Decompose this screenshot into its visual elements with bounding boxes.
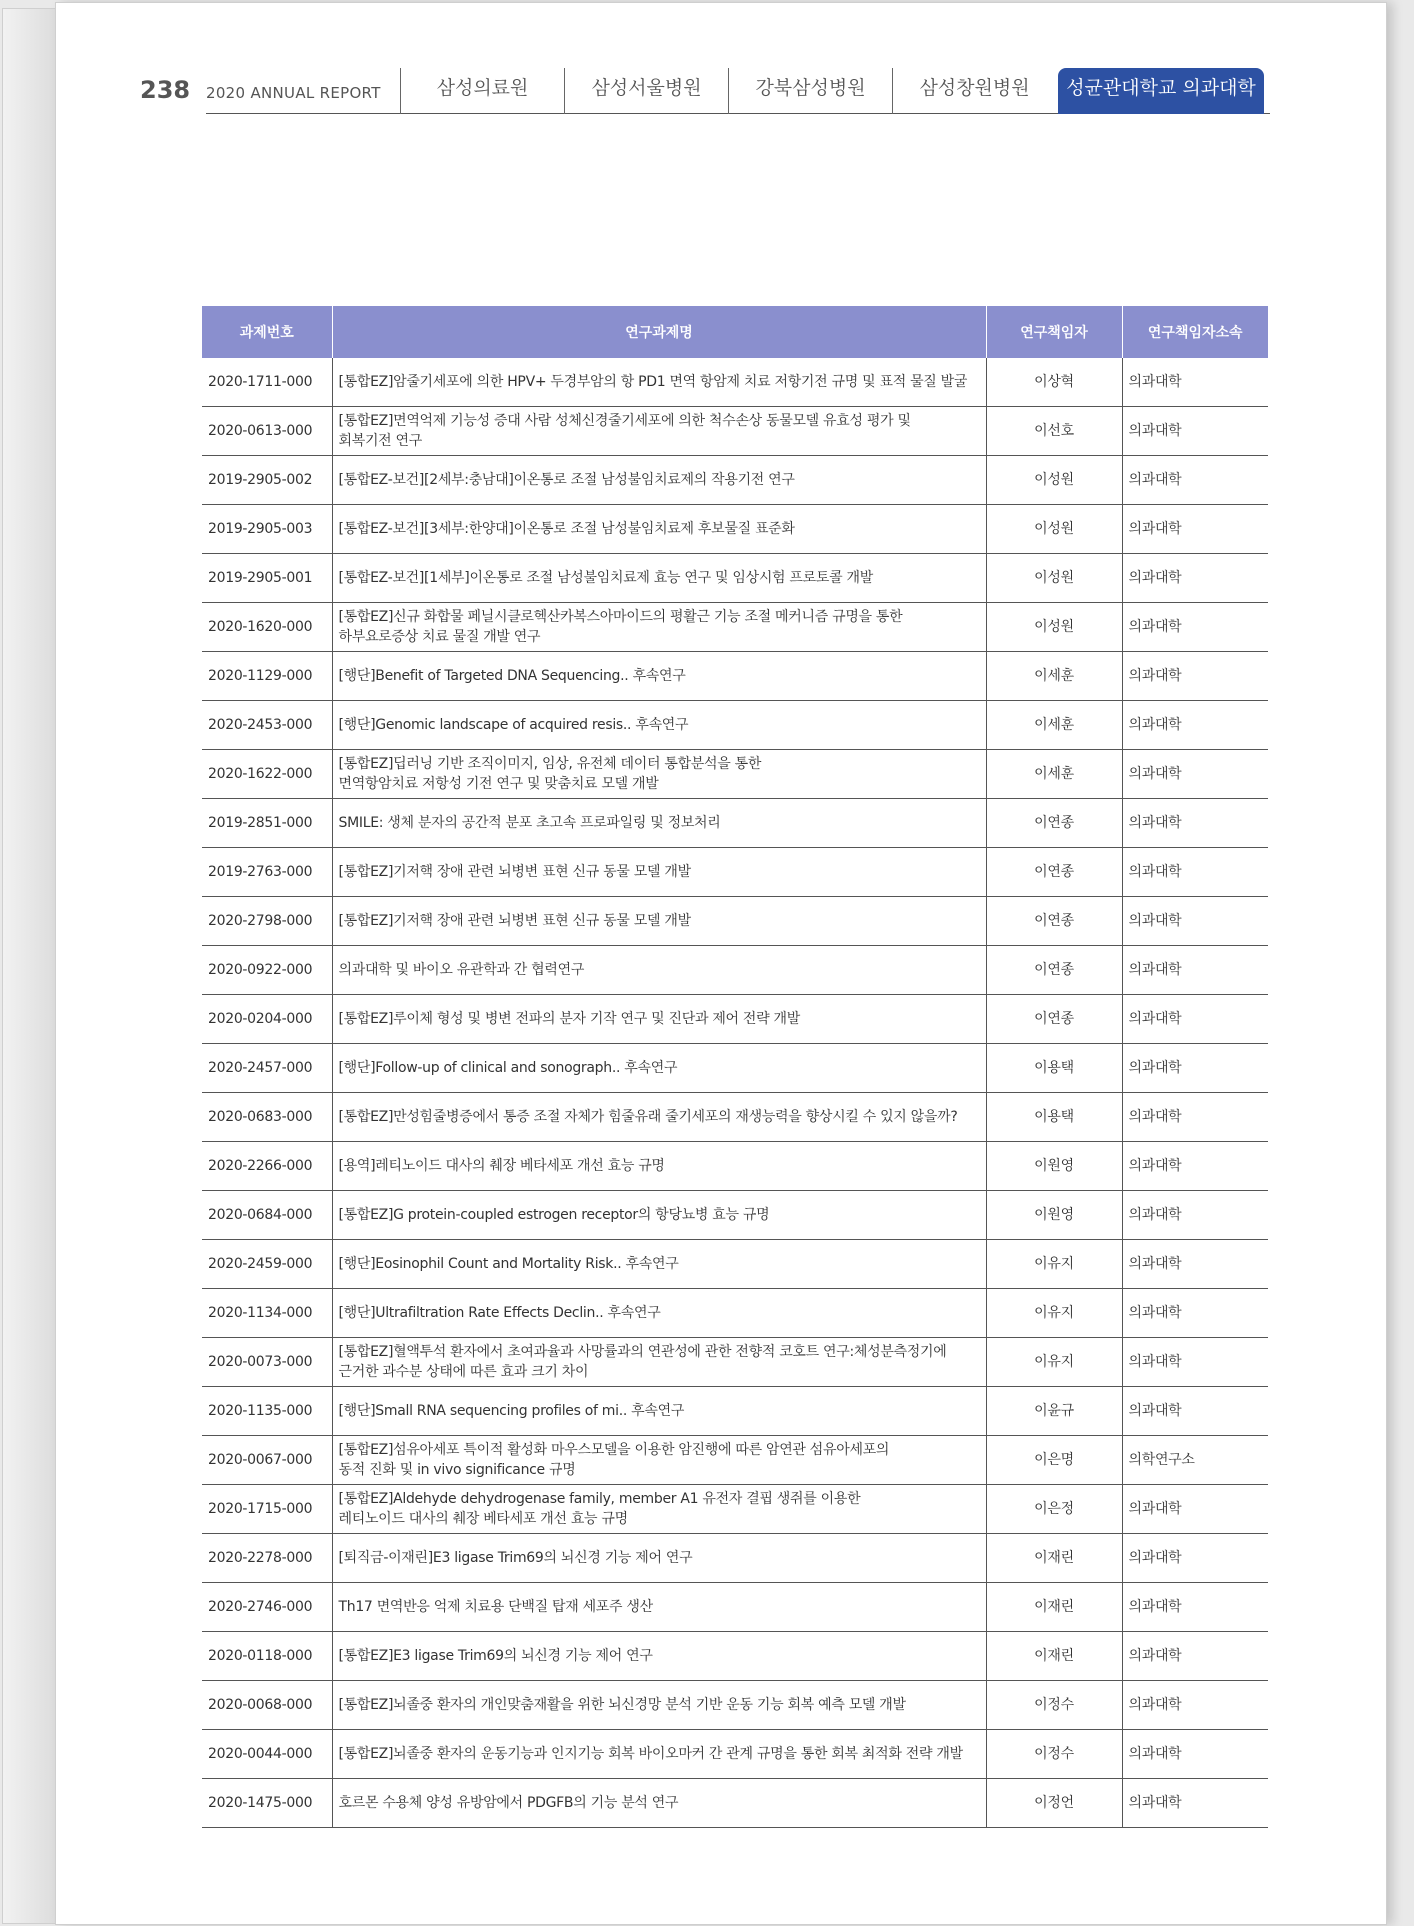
project-title-cell: [용역]레티노이드 대사의 췌장 베타세포 개선 효능 규명	[332, 1142, 986, 1191]
principal-investigator-cell: 이은명	[986, 1436, 1122, 1485]
affiliation-cell: 의과대학	[1122, 946, 1268, 995]
affiliation-cell: 의과대학	[1122, 750, 1268, 799]
project-number-cell: 2020-1475-000	[202, 1779, 332, 1828]
table-row	[202, 1681, 1268, 1730]
principal-investigator-cell: 이유지	[986, 1240, 1122, 1289]
table-row	[202, 750, 1268, 799]
principal-investigator-cell: 이연종	[986, 848, 1122, 897]
principal-investigator-cell: 이상혁	[986, 358, 1122, 407]
table-row	[202, 505, 1268, 554]
project-number-cell: 2019-2763-000	[202, 848, 332, 897]
affiliation-cell: 의과대학	[1122, 456, 1268, 505]
project-title-cell: [통합EZ]암줄기세포에 의한 HPV+ 두경부암의 항 PD1 면역 항암제 치료 저항기전 규명 및 표적 물질 발굴	[332, 358, 986, 407]
research-projects-table	[202, 306, 1268, 1828]
project-title-cell: [통합EZ]G protein-coupled estrogen receptor의 항당뇨병 효능 규명	[332, 1191, 986, 1240]
tab-section-3[interactable]: 삼성창원병원	[892, 68, 1056, 114]
table-row	[202, 799, 1268, 848]
principal-investigator-cell: 이재린	[986, 1583, 1122, 1632]
table-row	[202, 1436, 1268, 1485]
affiliation-cell: 의과대학	[1122, 848, 1268, 897]
project-number-cell: 2020-1715-000	[202, 1485, 332, 1534]
project-number-cell: 2020-0118-000	[202, 1632, 332, 1681]
principal-investigator-cell: 이용택	[986, 1044, 1122, 1093]
project-title-cell: [통합EZ-보건][1세부]이온통로 조절 남성불임치료제 효능 연구 및 임상시험 프로토콜 개발	[332, 554, 986, 603]
project-title-cell: [행단]Follow-up of clinical and sonograph.. 후속연구	[332, 1044, 986, 1093]
project-number-cell: 2020-0073-000	[202, 1338, 332, 1387]
project-title-cell: [통합EZ]뇌졸중 환자의 운동기능과 인지기능 회복 바이오마커 간 관계 규명을 통한 회복 최적화 전략 개발	[332, 1730, 986, 1779]
principal-investigator-cell: 이성원	[986, 554, 1122, 603]
table-row	[202, 1044, 1268, 1093]
project-number-cell: 2020-0613-000	[202, 407, 332, 456]
principal-investigator-cell: 이유지	[986, 1338, 1122, 1387]
project-number-cell: 2020-2453-000	[202, 701, 332, 750]
project-number-cell: 2020-0683-000	[202, 1093, 332, 1142]
project-number-cell: 2020-0068-000	[202, 1681, 332, 1730]
project-number-cell: 2020-1711-000	[202, 358, 332, 407]
project-number-cell: 2020-2459-000	[202, 1240, 332, 1289]
table-row	[202, 407, 1268, 456]
report-title: 2020 ANNUAL REPORT	[206, 84, 381, 102]
project-title-cell: [통합EZ]Aldehyde dehydrogenase family, member A1 유전자 결핍 생쥐를 이용한 레티노이드 대사의 췌장 베타세포 개선 효능 규명	[332, 1485, 986, 1534]
affiliation-cell: 의학연구소	[1122, 1436, 1268, 1485]
table-row	[202, 1632, 1268, 1681]
book-spine	[2, 8, 58, 1924]
affiliation-cell: 의과대학	[1122, 1142, 1268, 1191]
project-number-cell: 2020-0067-000	[202, 1436, 332, 1485]
page-header	[140, 68, 1270, 116]
principal-investigator-cell: 이성원	[986, 505, 1122, 554]
project-title-cell: [통합EZ]E3 ligase Trim69의 뇌신경 기능 제어 연구	[332, 1632, 986, 1681]
tab-section-2[interactable]: 강북삼성병원	[728, 68, 892, 114]
table-row	[202, 1779, 1268, 1828]
project-title-cell: [행단]Eosinophil Count and Mortality Risk.. 후속연구	[332, 1240, 986, 1289]
affiliation-cell: 의과대학	[1122, 1044, 1268, 1093]
table-row	[202, 1338, 1268, 1387]
table-row	[202, 1387, 1268, 1436]
project-title-cell: [통합EZ]기저핵 장애 관련 뇌병변 표현 신규 동물 모델 개발	[332, 897, 986, 946]
project-number-cell: 2020-0044-000	[202, 1730, 332, 1779]
principal-investigator-cell: 이연종	[986, 995, 1122, 1044]
table-row	[202, 554, 1268, 603]
affiliation-cell: 의과대학	[1122, 799, 1268, 848]
affiliation-cell: 의과대학	[1122, 1632, 1268, 1681]
principal-investigator-cell: 이세훈	[986, 652, 1122, 701]
table-header-row	[202, 306, 1268, 358]
affiliation-cell: 의과대학	[1122, 1093, 1268, 1142]
table-row	[202, 995, 1268, 1044]
tab-section-0[interactable]: 삼성의료원	[400, 68, 564, 114]
table-row	[202, 1583, 1268, 1632]
table-row	[202, 652, 1268, 701]
table-row	[202, 1289, 1268, 1338]
principal-investigator-cell: 이윤규	[986, 1387, 1122, 1436]
project-number-cell: 2020-1620-000	[202, 603, 332, 652]
affiliation-cell: 의과대학	[1122, 554, 1268, 603]
column-header-affiliation: 연구책임자소속	[1122, 306, 1268, 358]
project-title-cell: 의과대학 및 바이오 유관학과 간 협력연구	[332, 946, 986, 995]
principal-investigator-cell: 이재린	[986, 1632, 1122, 1681]
project-title-cell: [통합EZ]섬유아세포 특이적 활성화 마우스모델을 이용한 암진행에 따른 암연관 섬유아세포의 동적 진화 및 in vivo significance 규명	[332, 1436, 986, 1485]
principal-investigator-cell: 이선호	[986, 407, 1122, 456]
affiliation-cell: 의과대학	[1122, 897, 1268, 946]
project-title-cell: [통합EZ]루이체 형성 및 병변 전파의 분자 기작 연구 및 진단과 제어 전략 개발	[332, 995, 986, 1044]
principal-investigator-cell: 이원영	[986, 1191, 1122, 1240]
principal-investigator-cell: 이성원	[986, 456, 1122, 505]
project-number-cell: 2019-2905-002	[202, 456, 332, 505]
project-title-cell: [통합EZ]신규 화합물 페닐시클로헥산카복스아마이드의 평활근 기능 조절 메커니즘 규명을 통한 하부요로증상 치료 물질 개발 연구	[332, 603, 986, 652]
affiliation-cell: 의과대학	[1122, 1681, 1268, 1730]
principal-investigator-cell: 이원영	[986, 1142, 1122, 1191]
project-number-cell: 2019-2905-003	[202, 505, 332, 554]
principal-investigator-cell: 이세훈	[986, 701, 1122, 750]
project-title-cell: [통합EZ-보건][3세부:한양대]이온통로 조절 남성불임치료제 후보물질 표준화	[332, 505, 986, 554]
project-number-cell: 2019-2905-001	[202, 554, 332, 603]
project-title-cell: [통합EZ]뇌졸중 환자의 개인맞춤재활을 위한 뇌신경망 분석 기반 운동 기능 회복 예측 모델 개발	[332, 1681, 986, 1730]
table-row	[202, 1142, 1268, 1191]
table-row	[202, 456, 1268, 505]
project-title-cell: [통합EZ]혈액투석 환자에서 초여과율과 사망률과의 연관성에 관한 전향적 코호트 연구:체성분측정기에 근거한 과수분 상태에 따른 효과 크기 차이	[332, 1338, 986, 1387]
affiliation-cell: 의과대학	[1122, 1240, 1268, 1289]
table-row	[202, 897, 1268, 946]
affiliation-cell: 의과대학	[1122, 995, 1268, 1044]
principal-investigator-cell: 이연종	[986, 799, 1122, 848]
affiliation-cell: 의과대학	[1122, 1779, 1268, 1828]
project-title-cell: [행단]Ultrafiltration Rate Effects Declin.. 후속연구	[332, 1289, 986, 1338]
table-row	[202, 1485, 1268, 1534]
project-title-cell: 호르몬 수용체 양성 유방암에서 PDGFB의 기능 분석 연구	[332, 1779, 986, 1828]
project-title-cell: Th17 면역반응 억제 치료용 단백질 탑재 세포주 생산	[332, 1583, 986, 1632]
affiliation-cell: 의과대학	[1122, 1485, 1268, 1534]
project-number-cell: 2020-2266-000	[202, 1142, 332, 1191]
page-number: 238	[140, 76, 191, 104]
project-number-cell: 2020-2278-000	[202, 1534, 332, 1583]
affiliation-cell: 의과대학	[1122, 603, 1268, 652]
project-number-cell: 2020-0684-000	[202, 1191, 332, 1240]
table-row	[202, 1534, 1268, 1583]
table-row	[202, 1730, 1268, 1779]
column-header-project-title: 연구과제명	[332, 306, 986, 358]
project-title-cell: [통합EZ]기저핵 장애 관련 뇌병변 표현 신규 동물 모델 개발	[332, 848, 986, 897]
affiliation-cell: 의과대학	[1122, 407, 1268, 456]
principal-investigator-cell: 이정수	[986, 1681, 1122, 1730]
affiliation-cell: 의과대학	[1122, 505, 1268, 554]
table-row	[202, 946, 1268, 995]
project-title-cell: [행단]Benefit of Targeted DNA Sequencing.. 후속연구	[332, 652, 986, 701]
project-number-cell: 2020-1622-000	[202, 750, 332, 799]
project-title-cell: [행단]Genomic landscape of acquired resis.. 후속연구	[332, 701, 986, 750]
affiliation-cell: 의과대학	[1122, 1583, 1268, 1632]
project-number-cell: 2020-0204-000	[202, 995, 332, 1044]
table-row	[202, 1240, 1268, 1289]
project-number-cell: 2020-2746-000	[202, 1583, 332, 1632]
affiliation-cell: 의과대학	[1122, 1289, 1268, 1338]
affiliation-cell: 의과대학	[1122, 1730, 1268, 1779]
principal-investigator-cell: 이정수	[986, 1730, 1122, 1779]
project-title-cell: [행단]Small RNA sequencing profiles of mi.. 후속연구	[332, 1387, 986, 1436]
affiliation-cell: 의과대학	[1122, 652, 1268, 701]
project-number-cell: 2020-1134-000	[202, 1289, 332, 1338]
affiliation-cell: 의과대학	[1122, 1387, 1268, 1436]
table-row	[202, 1191, 1268, 1240]
project-number-cell: 2020-0922-000	[202, 946, 332, 995]
principal-investigator-cell: 이재린	[986, 1534, 1122, 1583]
principal-investigator-cell: 이용택	[986, 1093, 1122, 1142]
table-row	[202, 1093, 1268, 1142]
table-row	[202, 701, 1268, 750]
tab-section-4[interactable]: 성균관대학교 의과대학	[1058, 68, 1264, 114]
principal-investigator-cell: 이성원	[986, 603, 1122, 652]
section-tabs	[400, 68, 1264, 114]
affiliation-cell: 의과대학	[1122, 1191, 1268, 1240]
project-number-cell: 2019-2851-000	[202, 799, 332, 848]
principal-investigator-cell: 이연종	[986, 897, 1122, 946]
affiliation-cell: 의과대학	[1122, 1534, 1268, 1583]
project-title-cell: [통합EZ-보건][2세부:충남대]이온통로 조절 남성불임치료제의 작용기전 연구	[332, 456, 986, 505]
principal-investigator-cell: 이은정	[986, 1485, 1122, 1534]
affiliation-cell: 의과대학	[1122, 1338, 1268, 1387]
project-number-cell: 2020-1135-000	[202, 1387, 332, 1436]
column-header-project-no: 과제번호	[202, 306, 332, 358]
project-title-cell: SMILE: 생체 분자의 공간적 분포 초고속 프로파일링 및 정보처리	[332, 799, 986, 848]
project-title-cell: [통합EZ]면역억제 기능성 증대 사람 성체신경줄기세포에 의한 척수손상 동물모델 유효성 평가 및 회복기전 연구	[332, 407, 986, 456]
table-row	[202, 848, 1268, 897]
principal-investigator-cell: 이유지	[986, 1289, 1122, 1338]
affiliation-cell: 의과대학	[1122, 358, 1268, 407]
table-row	[202, 603, 1268, 652]
table-row	[202, 358, 1268, 407]
principal-investigator-cell: 이세훈	[986, 750, 1122, 799]
project-number-cell: 2020-2457-000	[202, 1044, 332, 1093]
project-number-cell: 2020-2798-000	[202, 897, 332, 946]
project-title-cell: [통합EZ]만성힘줄병증에서 통증 조절 자체가 힘줄유래 줄기세포의 재생능력을 향상시킬 수 있지 않을까?	[332, 1093, 986, 1142]
column-header-principal-investigator: 연구책임자	[986, 306, 1122, 358]
principal-investigator-cell: 이정언	[986, 1779, 1122, 1828]
project-title-cell: [퇴직금-이재린]E3 ligase Trim69의 뇌신경 기능 제어 연구	[332, 1534, 986, 1583]
affiliation-cell: 의과대학	[1122, 701, 1268, 750]
principal-investigator-cell: 이연종	[986, 946, 1122, 995]
project-number-cell: 2020-1129-000	[202, 652, 332, 701]
tab-section-1[interactable]: 삼성서울병원	[564, 68, 728, 114]
project-title-cell: [통합EZ]딥러닝 기반 조직이미지, 임상, 유전체 데이터 통합분석을 통한 면역항암치료 저항성 기전 연구 및 맞춤치료 모델 개발	[332, 750, 986, 799]
